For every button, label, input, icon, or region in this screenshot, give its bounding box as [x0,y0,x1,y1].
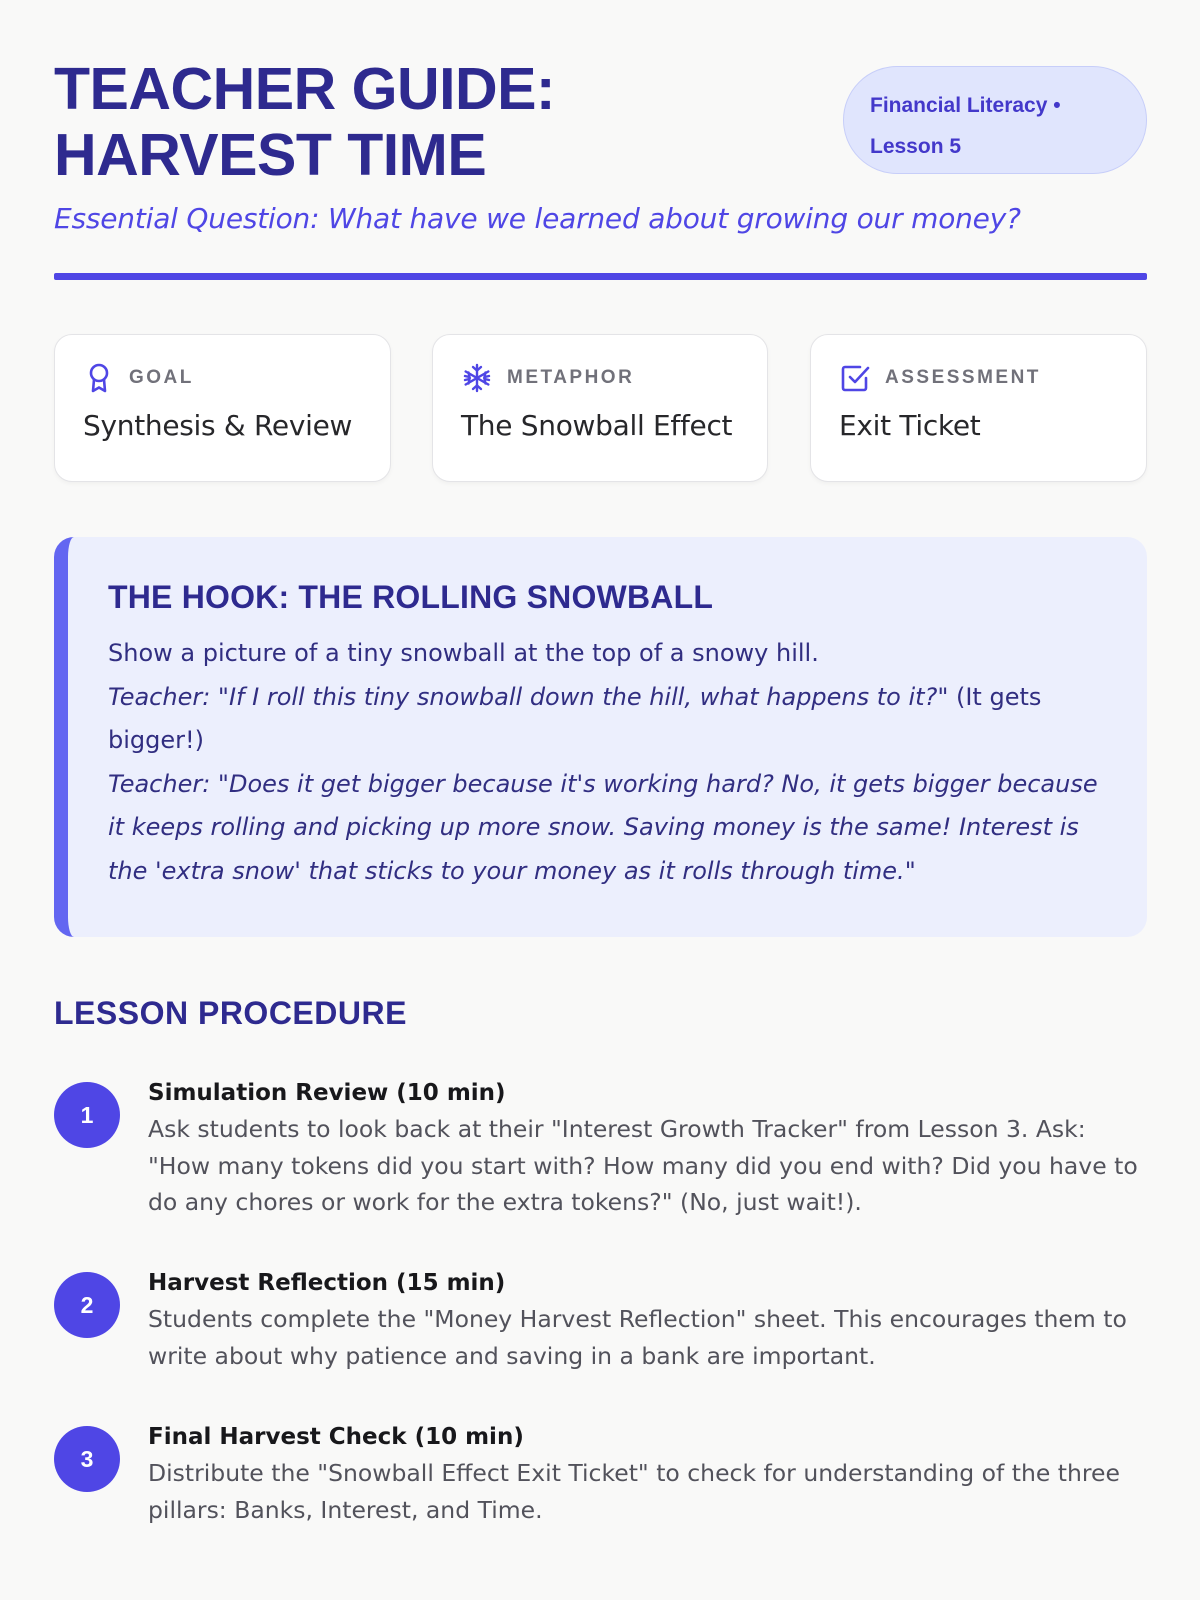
hook-body [108,632,1107,893]
assessment-label: ASSESSMENT [885,367,1041,388]
goal-value: Synthesis & Review [83,409,353,442]
goal-card [54,334,391,482]
hook-student-answer: (It gets bigger!) [108,682,1042,754]
metaphor-value: The Snowball Effect [461,409,733,442]
overview-cards [54,334,1147,482]
step-title: Harvest Reflection (15 min) [148,1270,506,1296]
header-divider [54,273,1147,280]
goal-label: GOAL [129,367,194,388]
teacher-guide-page [54,0,1147,1524]
hook-callout [54,537,1147,937]
step-number-badge: 1 [54,1082,120,1148]
step-title: Final Harvest Check (10 min) [148,1424,524,1450]
guide-header [54,0,1147,282]
hook-teacher-quote-2: Teacher: "Does it get bigger because it's working hard? No, it gets bigger because it keeps rolling and picking up more snow. Saving money is the same! Interest is the 'extra snow' that sticks to your money as it rolls through time." [108,769,1098,885]
step-description: Ask students to look back at their "Interest Growth Tracker" from Lesson 3. Ask: "How many tokens did you start with? How many did you end with? Did you have to do any chores or work for the extra tokens?" (No, just wait!). [148,1115,1138,1216]
metaphor-label: METAPHOR [507,367,635,388]
hook-teacher-quote-1: Teacher: "If I roll this tiny snowball down the hill, what happens to it?" [108,682,949,711]
procedure-heading: LESSON PROCEDURE [54,995,407,1031]
hook-line: Show a picture of a tiny snowball at the top of a snowy hill. [108,639,819,667]
assessment-value: Exit Ticket [839,409,981,442]
step-number-badge: 2 [54,1272,120,1338]
page-title: TEACHER GUIDE: HARVEST TIME [54,56,556,188]
assessment-card [810,334,1147,482]
metaphor-card [432,334,768,482]
step-number-badge: 3 [54,1426,120,1492]
step-description: Students complete the "Money Harvest Reflection" sheet. This encourages them to write about why patience and saving in a bank are important. [148,1305,1127,1370]
hook-title: THE HOOK: THE ROLLING SNOWBALL [108,579,714,615]
lesson-badge: Financial Literacy • Lesson 5 [843,66,1147,174]
ribbon-award-icon [83,362,115,394]
step-title: Simulation Review (10 min) [148,1080,506,1106]
checkbox-icon [839,362,871,394]
snowflake-icon [461,362,493,394]
step-description: Distribute the "Snowball Effect Exit Ticket" to check for understanding of the three pillars: Banks, Interest, and Time. [148,1459,1120,1524]
essential-question: Essential Question: What have we learned about growing our money? [54,202,1021,235]
